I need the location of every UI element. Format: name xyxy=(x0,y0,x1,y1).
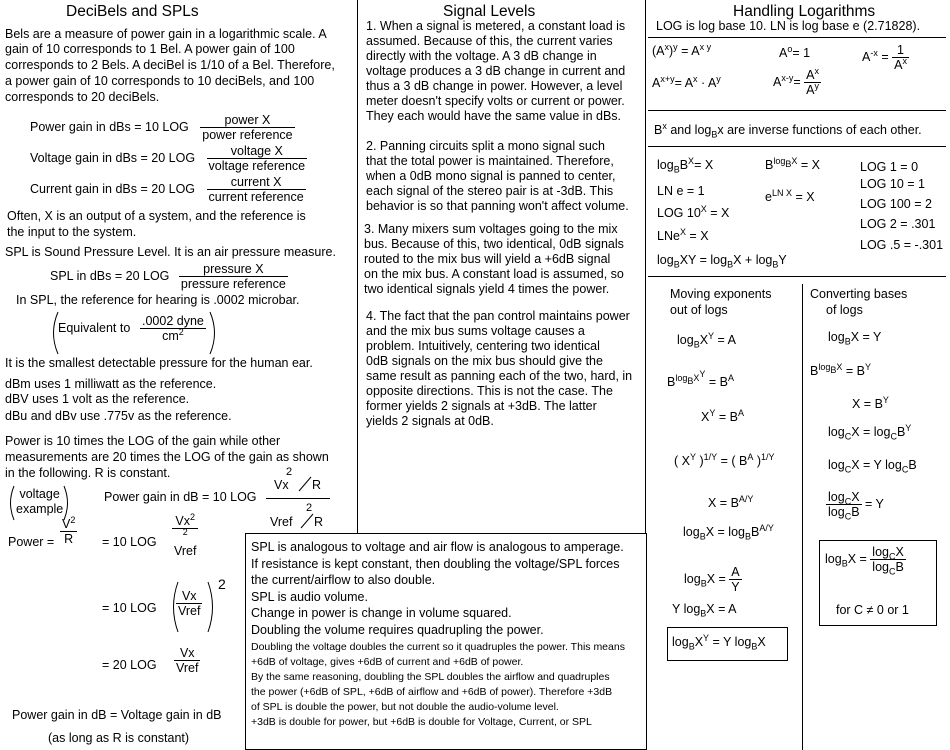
eq-10log-line-1: = 10 LOG xyxy=(102,535,157,549)
dbm-reference: dBm uses 1 milliwatt as the reference. xyxy=(5,377,217,391)
equivalent-label: Equivalent to xyxy=(58,321,131,335)
log-of-power: $\log_BB^X= X$ xyxy=(657,155,714,175)
move-step-7: $\log_BX$ = $\frac{A}{Y}$ xyxy=(684,565,740,595)
r-constant-note: (as long as R is constant) xyxy=(48,731,190,745)
intro-line-1: Bels are a measure of power gain in a logarithmic scale. A xyxy=(5,27,327,41)
conv-step-6: $\frac{\log_CX}{\log_CB}$ = Y xyxy=(828,490,884,522)
decibels-heading: DeciBels and SPLs xyxy=(66,3,199,20)
voltage-gain-equation: Voltage gain in dBs = 20 LOG $\frac{\text{voltage X}}{\text{voltage reference}}$ xyxy=(30,144,306,174)
conv-condition: for C ≠ 0 or 1 xyxy=(836,603,909,617)
often-line-2: the input to the system. xyxy=(7,225,137,239)
big-paren-right xyxy=(206,581,218,633)
eq-10log-fraction-1: Vx$^2$ $^2$ Vref xyxy=(174,511,197,558)
power-log-line-1: Power is 10 times the LOG of the gain while other xyxy=(5,434,281,448)
voltage-example-label: voltage example xyxy=(16,487,64,516)
move-step-2: $B^{log_BX^Y} = B^A$ xyxy=(667,369,735,390)
move-step-6: $\log_BX = \log_BB^{A/Y}$ xyxy=(683,522,774,542)
intro-line-2: gain of 10 corresponds to 1 Bel. A power gain of 100 xyxy=(5,42,295,56)
signal-point-3: 3. Many mixers sum voltages going to the mix bus. Because of this, two identical, 0dB signals routed to the mix bus will yield a +6dB signal on the mix bus. A constant load is assumed, so two identical signals yield 4 times the power. xyxy=(364,222,624,296)
intro-line-5: corresponds to 20 deciBels. xyxy=(5,90,160,104)
rule-power-of-power: $(A^x)^y = A^{x y}$ xyxy=(652,41,712,58)
divider-log1 xyxy=(648,37,946,38)
move-step-4: ( $X^Y$ )$^{1/Y}$ = ( $B^A$ )$^{1/Y}$ xyxy=(674,451,775,468)
example-paren-left xyxy=(6,485,16,521)
rule-negative-exponent: $A^{-x}$ = $\frac{1}{A^x}$ xyxy=(862,43,907,73)
big-paren-exponent: 2 xyxy=(218,576,226,592)
conv-result: $\log_BX$ = $\frac{\log_CX}{\log_CB}$ xyxy=(825,545,904,577)
rule-zero-exponent: $A^o= 1$ xyxy=(779,43,811,60)
power-log-line-3: in the following. R is constant. xyxy=(5,466,171,480)
ln-e-x: LNe$^X$ = X xyxy=(657,226,709,243)
ln-e: LN e = 1 xyxy=(657,184,705,198)
log-point-5: LOG .5 = -.301 xyxy=(860,238,944,252)
log-10-x: LOG $10^X = X$ xyxy=(657,203,730,220)
moving-exponents-heading: Moving exponents out of logs xyxy=(670,287,772,317)
log-1: LOG 1 = 0 xyxy=(860,160,919,174)
divider-log2 xyxy=(648,110,946,111)
divider-col3-lower xyxy=(802,284,803,750)
rule-sum-exponents: $A^{x+y}= A^x \cdot A^y$ xyxy=(652,73,721,90)
conv-step-3: $X = B^Y$ xyxy=(852,394,889,411)
log-10: LOG 10 = 1 xyxy=(860,177,925,191)
often-line-1: Often, X is an output of a system, and the reference is xyxy=(7,209,306,223)
move-step-1: $\log_BX^Y = A$ xyxy=(677,330,736,350)
smallest-pressure: It is the smallest detectable pressure for the human ear. xyxy=(5,356,313,370)
power-equals-label: Power = xyxy=(8,535,55,549)
divider-col1 xyxy=(357,0,358,533)
power-gain-equation: Power gain in dBs = 10 LOG $\frac{\text{power X}}{\text{power reference}}$ xyxy=(30,113,293,143)
spl-definition: SPL is Sound Pressure Level. It is an air pressure measure. xyxy=(5,245,336,259)
move-step-3: $X^Y = B^A$ xyxy=(701,407,744,424)
power-v-squared-over-r: $\frac{V^2}{R}$ xyxy=(62,514,76,547)
move-step-8: Y $\log_BX = A$ xyxy=(672,602,737,619)
log-100: LOG 100 = 2 xyxy=(860,197,932,211)
intro-line-4: a power gain of 10 corresponds to 10 deciBels, and 100 xyxy=(5,74,315,88)
power-log-line-2: measurements are 20 times the LOG of the gain as shown xyxy=(5,450,329,464)
current-gain-equation: Current gain in dBs = 20 LOG $\frac{\text{current X}}{\text{current reference}}$ xyxy=(30,175,304,205)
inverse-functions: $B^x$ and $\log_Bx$ are inverse functions of each other. xyxy=(654,120,922,140)
spl-equation: SPL in dBs = 20 LOG $\frac{\text{pressure X}}{\text{pressure reference}}$ xyxy=(50,262,286,292)
log-definition: LOG is log base 10. LN is log base e (2.71828). xyxy=(656,19,921,33)
dbu-reference: dBu and dBv use .775v as the reference. xyxy=(5,409,232,423)
conv-step-1: $\log_BX = Y$ xyxy=(828,330,882,347)
spl-analogy-details: Doubling the voltage doubles the current so it quadruples the power. This means +6dB of voltage, gives +6dB of current and +6dB of power. By the same reasoning, doubling the SPL doubles the airflow and quadruples the power (+6dB of SPL, +6dB of airflow and +6dB of power). Therefore +3dB of SPL is double the power, but not double the audio-volume level. +3dB is double for power, but +6dB is double for Voltage, Current, or SPL xyxy=(251,641,625,728)
move-result: $\log_BX^Y = Y$ $\log_BX$ xyxy=(672,632,766,652)
intro-line-3: corresponds to 2 Bels. A deciBel is 1/10 of a Bel. Therefore, xyxy=(5,58,335,72)
signal-point-2: 2. Panning circuits split a mono signal such that the total power is maintained. Therefore, when a 0dB mono signal is panned to center, each signal of the stereo pair is at -3dB. This behavior is so that panning won't affect volume. xyxy=(366,139,629,213)
signal-point-1: 1. When a signal is metered, a constant load is assumed. Because of this, the current varies directly with the voltage. A 3 dB change in voltage produces a 3 dB change in current and thus a 3 dB change in power. However, a level meter doesn't specify volts or current or power. They each would have the same value in dBs. xyxy=(366,19,626,123)
rule-diff-exponents: $A^{x-y}=$ $\frac{A^x}{A^y}$ xyxy=(773,65,819,98)
eq-20log-line: = 20 LOG xyxy=(102,658,157,672)
power-of-log: $B^{log_BX} = X$ xyxy=(765,155,820,172)
logarithms-heading: Handling Logarithms xyxy=(733,3,876,20)
eq-10log-fraction-2: $\frac{Vx}{\text{Vref}}$ xyxy=(178,589,201,619)
dbv-reference: dBV uses 1 volt as the reference. xyxy=(5,392,190,406)
spl-analogy-text: SPL is analogous to voltage and air flow is analogous to amperage. If resistance is kept constant, then doubling the voltage/SPL forces the current/airflow to also double. SPL is audio volume. Change in power is change in volume squared. Doubling the volume requires quadrupling the power. xyxy=(251,540,624,637)
log-2: LOG 2 = .301 xyxy=(860,217,936,231)
conv-step-2: $B^{log_BX} = B^Y$ xyxy=(810,361,871,378)
spl-reference: In SPL, the reference for hearing is .0002 microbar. xyxy=(16,293,300,307)
power-gain-db-lhs: Power gain in dB = 10 LOG xyxy=(104,490,257,504)
conv-step-4: $\log_CX = \log_CB^Y$ xyxy=(828,422,912,442)
converting-bases-heading: Converting bases of logs xyxy=(810,287,908,317)
signal-point-4: 4. The fact that the pan control maintains power and the mix bus sums voltage causes a problem. Intuitively, centering two identical 0dB signals on the mix bus should give the same result as panning each of the two, hard, in opposite directions. This is not the case. The former yields 2 signals at +3dB. The latter yields 2 signals at 0dB. xyxy=(366,309,633,428)
power-gain-db-fraction: Vx 2 R 2 Vref R xyxy=(266,468,330,535)
final-equality: Power gain in dB = Voltage gain in dB xyxy=(12,708,222,722)
eq-20log-fraction: $\frac{Vx}{\text{Vref}}$ xyxy=(176,646,199,676)
signal-levels-heading: Signal Levels xyxy=(443,3,536,20)
equivalent-paren-right xyxy=(208,311,220,355)
divider-log3 xyxy=(648,146,946,147)
log-product: $\log_BXY = \log_BX + \log_BY$ xyxy=(657,253,787,270)
equivalent-fraction: $\frac{\text{.0002 dyne}}{cm^2}$ xyxy=(142,314,204,344)
move-step-5: $X = B^{A/Y}$ xyxy=(708,493,754,510)
eq-10log-line-2: = 10 LOG xyxy=(102,601,157,615)
e-ln-x: $e^{LN X} = X$ xyxy=(765,187,815,204)
divider-log4 xyxy=(648,276,946,277)
conv-step-5: $\log_CX = Y$ $\log_CB$ xyxy=(828,458,917,475)
